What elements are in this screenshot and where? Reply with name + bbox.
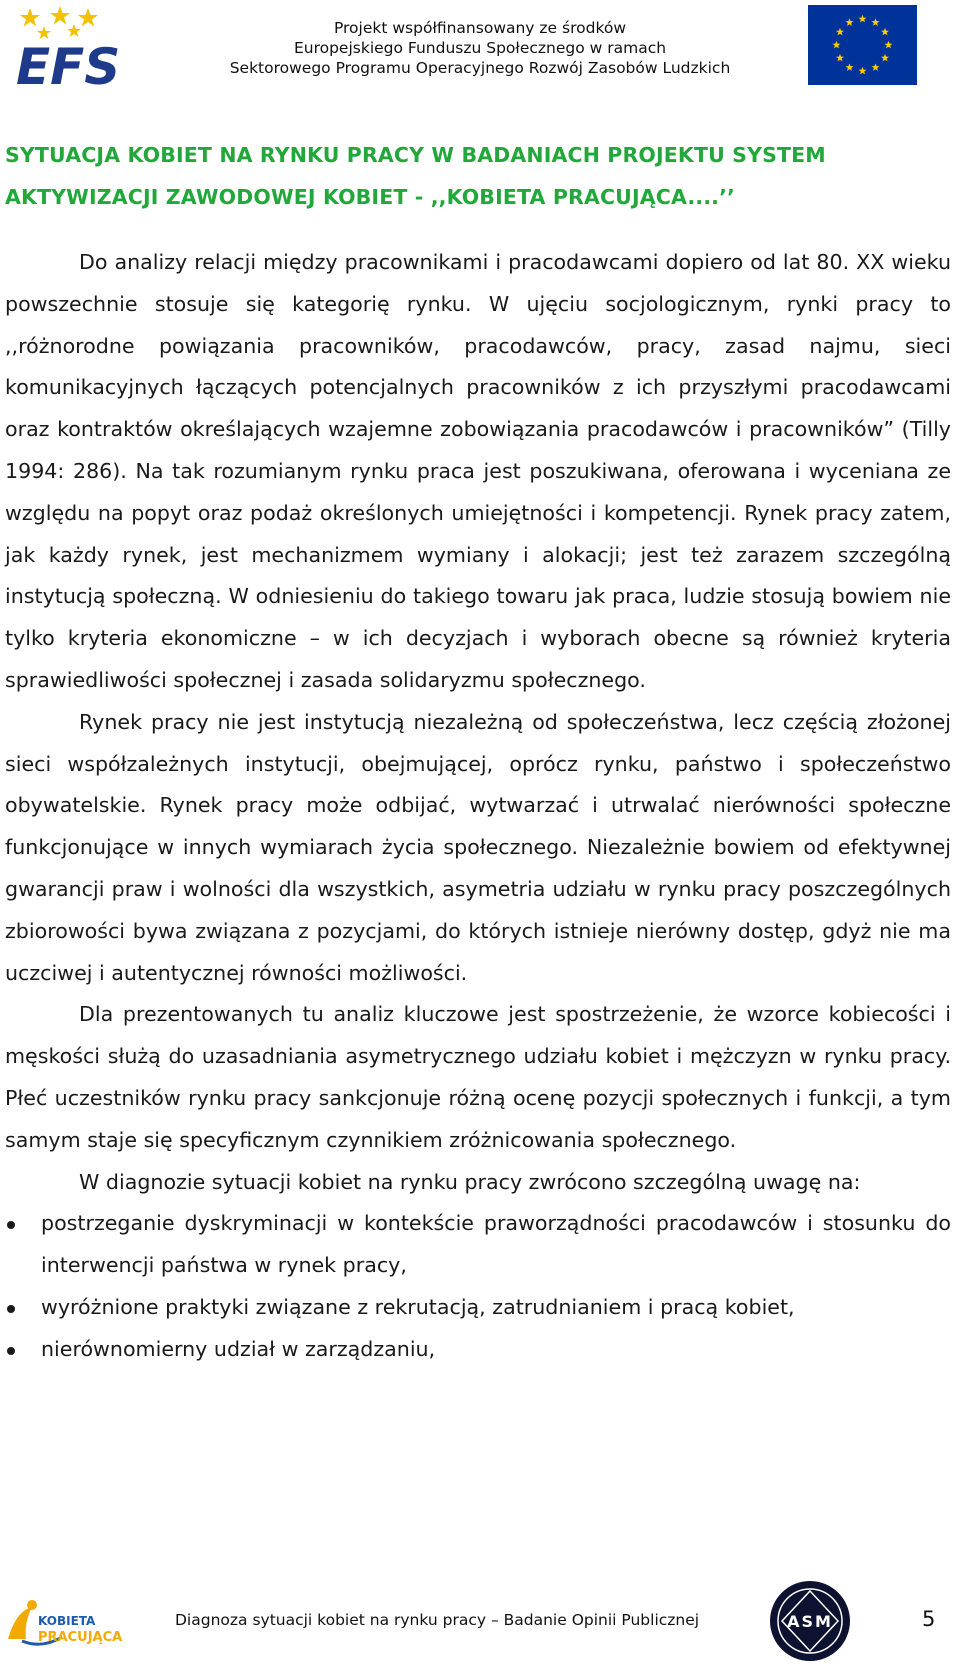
footer-text: Diagnoza sytuacji kobiet na rynku pracy – Badanie Opinii Publicznej xyxy=(175,1611,700,1629)
header-line-1: Projekt współfinansowany ze środków xyxy=(333,19,627,37)
efs-logo-text: EFS xyxy=(16,38,121,90)
page-footer xyxy=(0,1575,960,1671)
paragraph-2: Rynek pracy nie jest instytucją niezależną od społeczeństwa, lecz częścią złożonej sieci współzależnych instytucji, obejmującej, oprócz rynku, państwo i społeczeństwo obywatelskie. Rynek pracy może odbijać, wytwarzać i utrwalać nierówności społeczne funkcjonujące w innych wymiarach życia społecznego. Niezależnie bowiem od efektywnej gwarancji praw i wolności dla wszystkich, asymetria udziału w rynku pracy poszczególnych zbiorowości bywa związana z pozycjami, do których istnieje nierówny dostęp, gdyż nie ma uczciwej i autentycznej równości możliwości. xyxy=(5,709,951,985)
svg-text:PRACUJĄCA: PRACUJĄCA xyxy=(38,1630,123,1645)
list-intro: W diagnozie sytuacji kobiet na rynku pracy zwrócono szczególną uwagę na: xyxy=(79,1169,861,1194)
asm-logo-text: ASM xyxy=(787,1612,833,1631)
paragraph-3: Dla prezentowanych tu analiz kluczowe jest spostrzeżenie, że wzorce kobiecości i męskości służą do uzasadniania asymetrycznego udziału kobiet i mężczyzn w rynku pracy. Płeć uczestników rynku pracy sankcjonuje różną ocenę pozycji społecznych i funkcji, a tym samym staje się specyficznym czynnikiem zróżnicowania społecznego. xyxy=(5,1002,951,1152)
header-line-3: Sektorowego Programu Operacyjnego Rozwój Zasobów Ludzkich xyxy=(229,59,731,77)
header-line-2: Europejskiego Funduszu Społecznego w ramach xyxy=(293,39,667,57)
bullet-icon xyxy=(7,1305,15,1313)
body-text xyxy=(5,242,951,1371)
title-line-1: SYTUACJA KOBIET NA RYNKU PRACY W BADANIACH PROJEKTU SYSTEM xyxy=(5,143,826,167)
page-number: 5 xyxy=(922,1607,936,1631)
page-header xyxy=(0,0,960,95)
list-item-text: wyróżnione praktyki związane z rekrutacją, zatrudnianiem i pracą kobiet, xyxy=(41,1294,795,1319)
efs-logo xyxy=(14,4,144,90)
eu-flag xyxy=(808,5,917,85)
bullet-icon xyxy=(7,1347,15,1355)
svg-text:KOBIETA: KOBIETA xyxy=(38,1614,96,1628)
cofinancing-note xyxy=(190,18,770,78)
list-item-text: nierównomierny udział w zarządzaniu, xyxy=(41,1336,436,1361)
list-item-text: postrzeganie dyskryminacji w kontekście praworządności pracodawców i stosunku do interwencji państwa w rynek pracy, xyxy=(41,1211,951,1278)
list-item xyxy=(5,1287,951,1329)
list-item xyxy=(5,1329,951,1371)
asm-logo xyxy=(768,1579,852,1663)
bullet-list xyxy=(5,1203,951,1370)
kobieta-pracujaca-logo xyxy=(2,1593,152,1655)
section-title xyxy=(5,134,955,218)
paragraph-1: Do analizy relacji między pracownikami i pracodawcami dopiero od lat 80. XX wieku powszechnie stosuje się kategorię rynku. W ujęciu socjologicznym, rynki pracy to ,,różnorodne powiązania pracowników, pracodawców, pracy, zasad najmu, sieci komunikacyjnych łączących potencjalnych pracowników z ich przyszłymi pracodawcami oraz kontraktów określających wzajemne zobowiązania pracodawców i pracowników” (Tilly 1994: 286). Na tak rozumianym rynku praca jest poszukiwana, oferowana i wyceniana ze względu na popyt oraz podaż określonych umiejętności i kompetencji. Rynek pracy zatem, jak każdy rynek, jest mechanizmem wymiany i alokacji; jest też zarazem szczególną instytucją społeczną. W odniesieniu do takiego towaru jak praca, ludzie stosują bowiem nie tylko kryteria ekonomiczne – w ich decyzjach i wyborach obecne są również kryteria sprawiedliwości społecznej i zasada solidaryzmu społecznego. xyxy=(5,250,951,692)
bullet-icon xyxy=(7,1221,15,1229)
title-line-2: AKTYWIZACJI ZAWODOWEJ KOBIET - ,,KOBIETA PRACUJĄCA....’’ xyxy=(5,185,735,209)
list-item xyxy=(5,1203,951,1287)
